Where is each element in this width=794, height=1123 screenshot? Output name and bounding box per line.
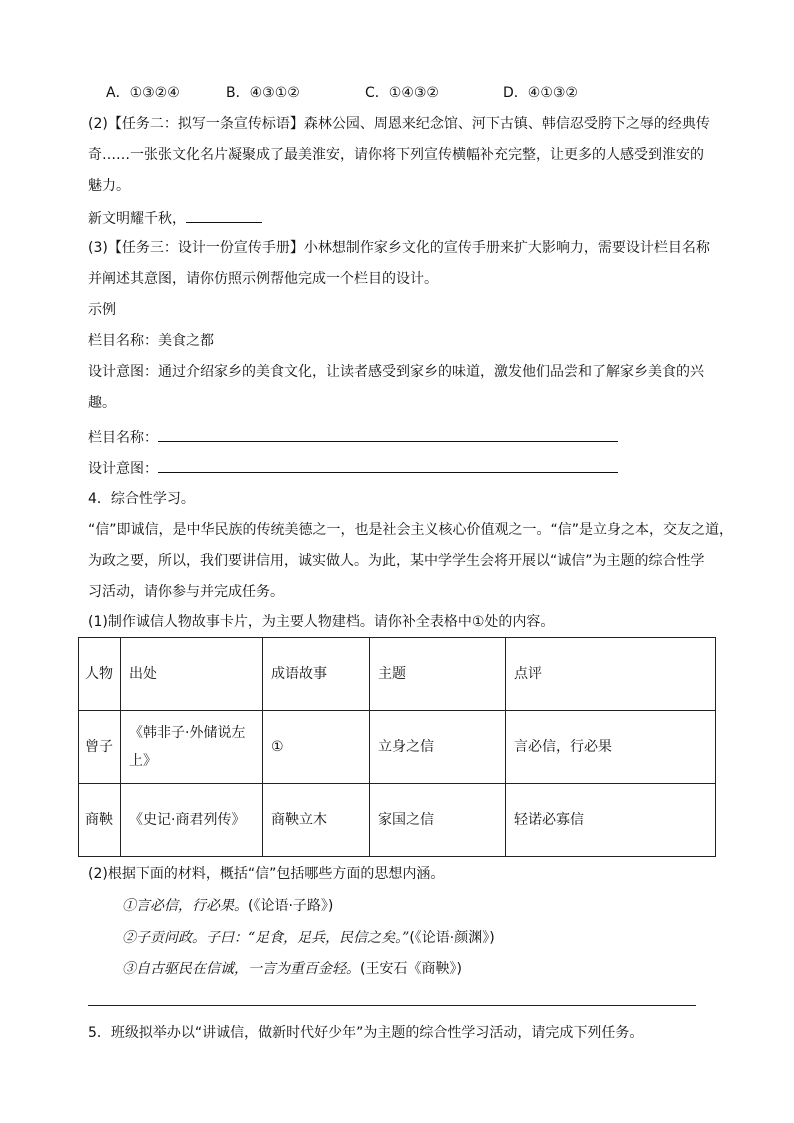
example-intent-line2: 趣。 xyxy=(88,395,116,411)
table-header-cell: 人物 xyxy=(79,638,121,711)
q4-title: 4．综合性学习。 xyxy=(88,491,195,507)
q5-title: 5．班级拟举办以“讲诚信，做新时代好少年”为主题的综合性学习活动，请完成下列任务。 xyxy=(88,1025,644,1041)
table-cell: 《史记·商君列传》 xyxy=(121,784,263,857)
quote-text: ②子贡问政。子曰：“足食，足兵，民信之矣。” xyxy=(122,930,410,946)
answer-intent-line xyxy=(88,457,618,479)
table-cell: 立身之信 xyxy=(370,711,506,784)
table-cell: 言必信，行必果 xyxy=(506,711,716,784)
q4-sub2: (2)根据下面的材料，概括“信”包括哪些方面的思想内涵。 xyxy=(88,866,445,882)
table-header-cell: 主题 xyxy=(370,638,506,711)
task2-line1: (2)【任务二：拟写一条宣传标语】森林公园、周恩来纪念馆、河下古镇、韩信忍受胯下之辱的经典传 xyxy=(88,116,710,132)
quote-text: ①言必信，行必果。 xyxy=(122,898,248,914)
quote-item xyxy=(122,958,462,978)
answer-column-label: 栏目名称： xyxy=(88,430,158,446)
table-cell: 曾子 xyxy=(79,711,121,784)
table-row xyxy=(79,711,716,784)
table-cell: 轻诺必寡信 xyxy=(506,784,716,857)
slogan-prefix: 新文明耀千秋， xyxy=(88,211,186,227)
table-cell: 《韩非子·外储说左上》 xyxy=(121,711,263,784)
table-header-cell: 点评 xyxy=(506,638,716,711)
example-label: 示例 xyxy=(88,302,116,318)
slogan-answer-blank[interactable] xyxy=(186,207,262,223)
option-c: C．①④③② xyxy=(365,85,439,101)
slogan-line xyxy=(88,207,262,229)
quote-source: (《论语·子路》) xyxy=(248,898,334,914)
q4-intro-line2: 为政之要，所以，我们要讲信用，诚实做人。为此，某中学学生会将开展以“诚信”为主题的综合性学 xyxy=(88,553,705,569)
answer-column-blank[interactable] xyxy=(158,426,618,442)
answer-intent-label: 设计意图： xyxy=(88,461,158,477)
table-row xyxy=(79,784,716,857)
task3-line1: (3)【任务三：设计一份宣传手册】小林想制作家乡文化的宣传手册来扩大影响力，需要设计栏目名称 xyxy=(88,240,710,256)
table-cell-answer-blank[interactable]: ① xyxy=(263,711,370,784)
quote-item xyxy=(122,927,495,947)
quote-text: ③自古驱民在信诚，一言为重百金轻。 xyxy=(122,961,360,977)
answer-line[interactable] xyxy=(88,1005,696,1006)
example-intent-line1: 设计意图：通过介绍家乡的美食文化，让读者感受到家乡的味道，激发他们品尝和了解家乡美食的兴 xyxy=(88,364,704,380)
table-header-row xyxy=(79,638,716,711)
answer-intent-blank[interactable] xyxy=(158,457,618,473)
task3-line2: 并阐述其意图，请你仿照示例帮他完成一个栏目的设计。 xyxy=(88,271,438,287)
option-a: A．①③②④ xyxy=(106,85,180,101)
quote-source: (王安石《商鞅》) xyxy=(360,961,462,977)
table-header-cell: 出处 xyxy=(121,638,263,711)
character-table xyxy=(78,637,716,857)
table-cell: 家国之信 xyxy=(370,784,506,857)
q4-intro-line1: “信”即诚信，是中华民族的传统美德之一，也是社会主义核心价值观之一。“信”是立身之本，交友之道， xyxy=(88,522,734,538)
q4-sub1: (1)制作诚信人物故事卡片，为主要人物建档。请你补全表格中①处的内容。 xyxy=(88,614,555,630)
quote-item xyxy=(122,895,333,915)
option-b: B．④③①② xyxy=(226,85,300,101)
table-cell: 商鞅立木 xyxy=(263,784,370,857)
example-column-name: 栏目名称：美食之都 xyxy=(88,333,214,349)
answer-column-line xyxy=(88,426,618,448)
option-d: D．④①③② xyxy=(503,85,578,101)
task2-line2: 奇……一张张文化名片凝聚成了最美淮安，请你将下列宣传横幅补充完整，让更多的人感受到淮安的 xyxy=(88,147,704,163)
table-header-cell: 成语故事 xyxy=(263,638,370,711)
quote-source: (《论语·颜渊》) xyxy=(409,930,495,946)
task2-line3: 魅力。 xyxy=(88,178,130,194)
table-cell: 商鞅 xyxy=(79,784,121,857)
q4-intro-line3: 习活动，请你参与并完成任务。 xyxy=(88,584,284,600)
